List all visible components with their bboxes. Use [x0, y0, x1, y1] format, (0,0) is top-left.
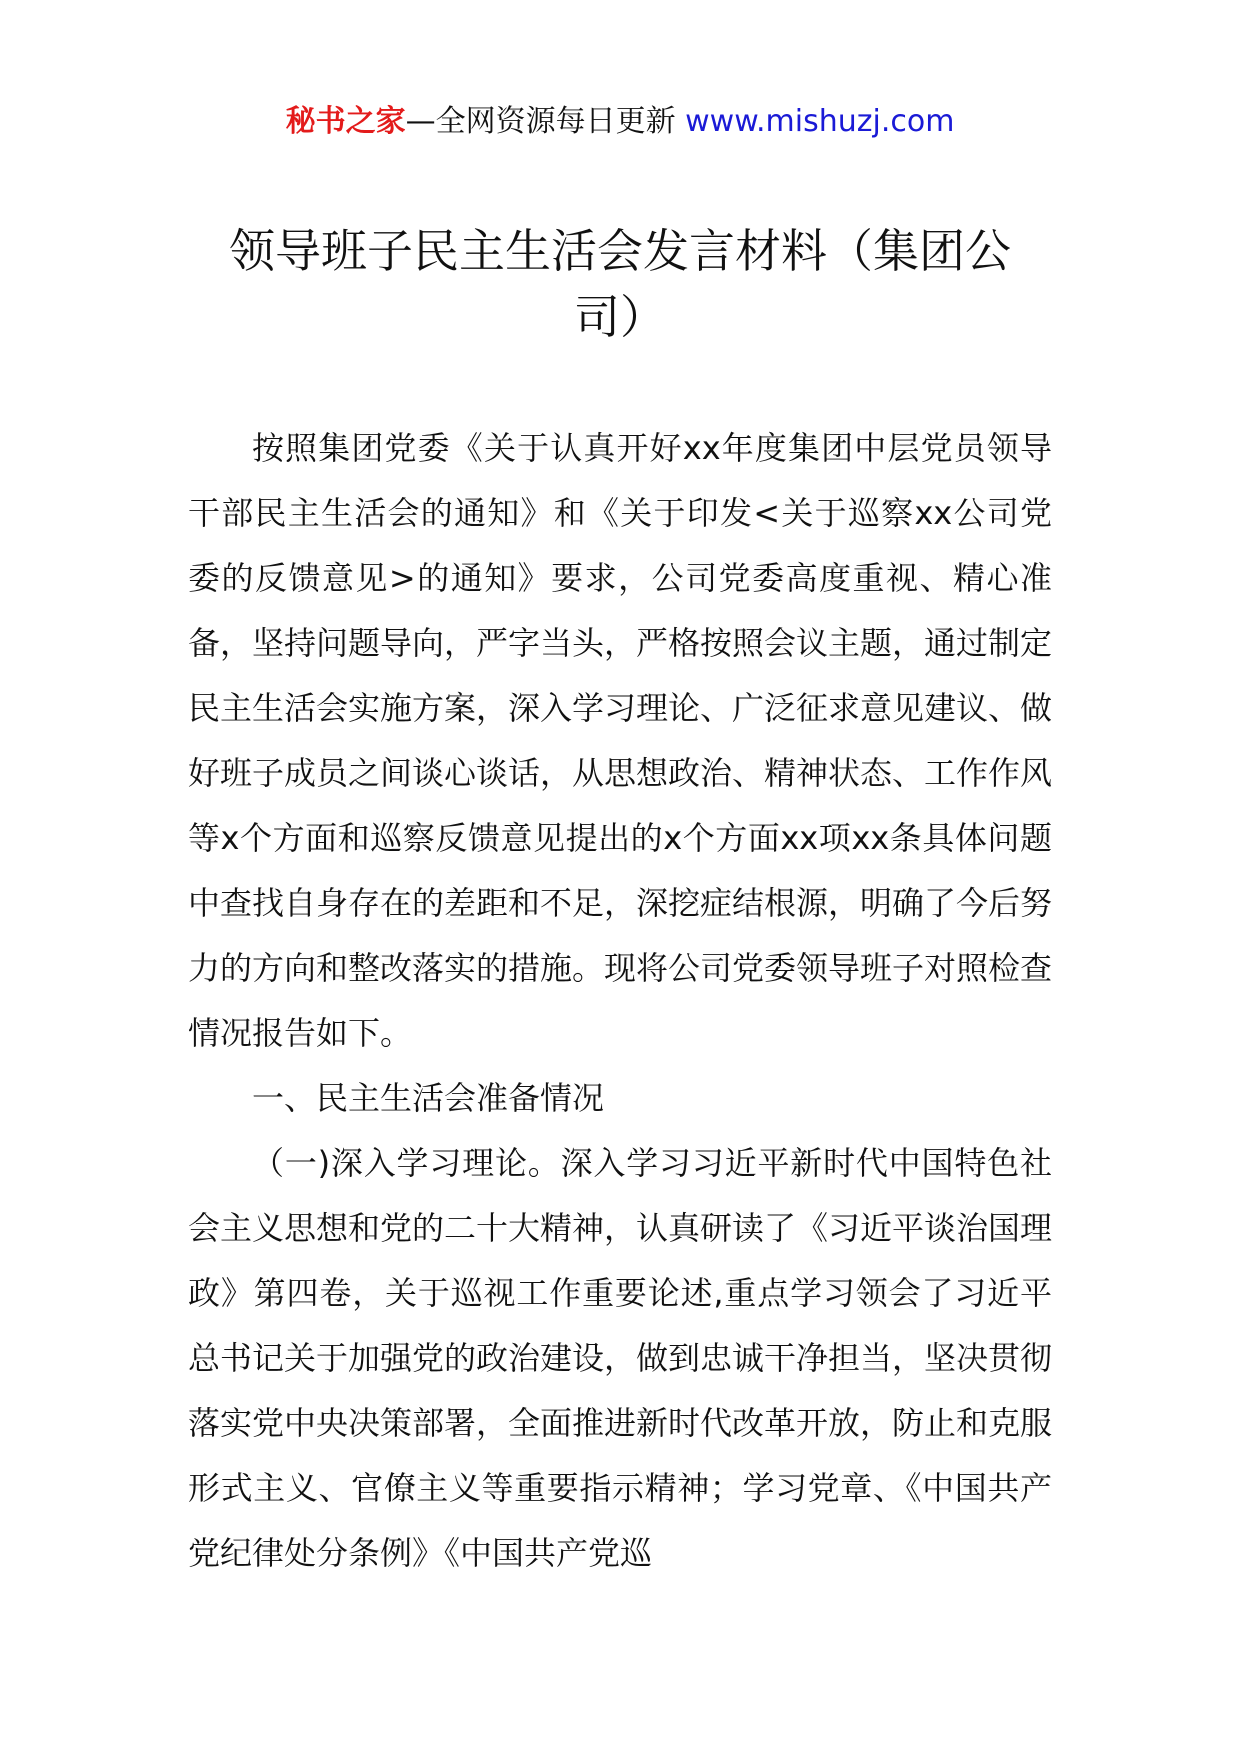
subsection-paragraph: （一)深入学习理论。深入学习习近平新时代中国特色社会主义思想和党的二十大精神，认真研读了《习近平谈治国理政》第四卷，关于巡视工作重要论述,重点学习领会了习近平总书记关于加强党的政治建设，做到忠诚干净担当，坚决贯彻落实党中央决策部署，全面推进新时代改革开放，防止和克服形式主义、官僚主义等重要指示精神；学习党章、《中国共产党纪律处分条例》《中国共产党巡	[188, 1144, 1053, 1572]
site-brand: 秘书之家	[285, 104, 406, 139]
section-heading: 一、民主生活会准备情况	[252, 1079, 605, 1117]
document-body	[188, 416, 1052, 1586]
intro-paragraph: 按照集团党委《关于认真开好xx年度集团中层党员领导干部民主生活会的通知》和《关于印发<关于巡察xx公司党委的反馈意见>的通知》要求，公司党委高度重视、精心准备，坚持问题导向，严字当头，严格按照会议主题，通过制定民主生活会实施方案，深入学习理论、广泛征求意见建议、做好班子成员之间谈心谈话，从思想政治、精神状态、工作作风等x个方面和巡察反馈意见提出的x个方面xx项xx条具体问题中查找自身存在的差距和不足，深挖症结根源，明确了今后努力的方向和整改落实的措施。现将公司党委领导班子对照检查情况报告如下。	[188, 429, 1053, 1052]
site-tagline: —全网资源每日更新	[405, 104, 676, 139]
site-header	[0, 102, 1240, 142]
document-title: 领导班子民主生活会发言材料（集团公司）	[229, 224, 1011, 344]
site-url-link[interactable]: www.mishuzj.com	[685, 104, 955, 139]
